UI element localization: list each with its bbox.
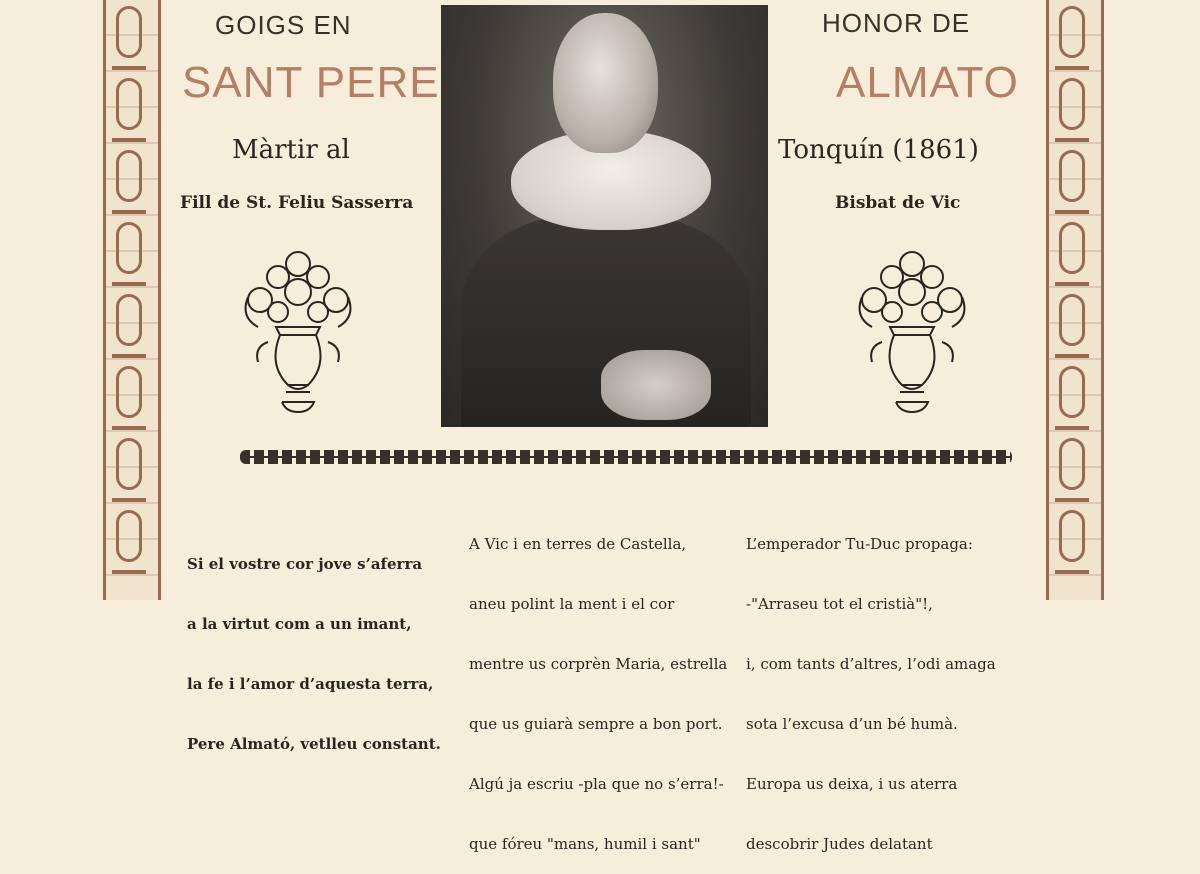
verse-line: -"Arraseu tot el cristià"!, bbox=[746, 595, 933, 613]
right-ornamental-border bbox=[1046, 0, 1104, 600]
verse-line: i, com tants d’altres, l’odi amaga bbox=[746, 655, 996, 673]
heading-sant-pere: SANT PERE bbox=[182, 58, 440, 107]
verse-line: L’emperador Tu-Duc propaga: bbox=[746, 535, 973, 553]
verse-line: sota l’excusa d’un bé humà. bbox=[746, 715, 958, 733]
subtitle-martir: Màrtir al bbox=[232, 135, 350, 165]
verse-column-1 bbox=[187, 514, 441, 774]
left-ornamental-border bbox=[103, 0, 161, 600]
chain-divider bbox=[240, 450, 1012, 464]
verse-line: aneu polint la ment i el cor bbox=[469, 595, 675, 613]
caption-fill: Fill de St. Feliu Sasserra bbox=[180, 193, 414, 213]
subtitle-tonquin: Tonquín (1861) bbox=[778, 135, 979, 165]
verse-line: que us guiarà sempre a bon port. bbox=[469, 715, 723, 733]
verse-line: a la virtut com a un imant, bbox=[187, 615, 412, 633]
saint-portrait bbox=[441, 5, 768, 427]
verse-line: Algú ja escriu -pla que no s’erra!- bbox=[469, 775, 724, 793]
flower-vase-icon bbox=[238, 242, 358, 422]
verse-line: Si el vostre cor jove s’aferra bbox=[187, 555, 423, 573]
heading-honor-de: HONOR DE bbox=[822, 8, 971, 38]
heading-almato: ALMATO bbox=[836, 58, 1019, 107]
verse-column-3 bbox=[746, 494, 996, 874]
verse-line: que fóreu "mans, humil i sant" bbox=[469, 835, 701, 853]
verse-line: Pere Almató, vetlleu constant. bbox=[187, 735, 441, 753]
heading-goigs-en: GOIGS EN bbox=[215, 10, 352, 40]
verse-column-2 bbox=[469, 494, 727, 874]
verse-line: Europa us deixa, i us aterra bbox=[746, 775, 958, 793]
verse-line: la fe i l’amor d’aquesta terra, bbox=[187, 675, 434, 693]
verse-line: mentre us corprèn Maria, estrella bbox=[469, 655, 728, 673]
caption-bisbat: Bisbat de Vic bbox=[835, 193, 961, 213]
flower-vase-icon bbox=[852, 242, 972, 422]
verse-line: A Vic i en terres de Castella, bbox=[469, 535, 687, 553]
verse-line: descobrir Judes delatant bbox=[746, 835, 933, 853]
